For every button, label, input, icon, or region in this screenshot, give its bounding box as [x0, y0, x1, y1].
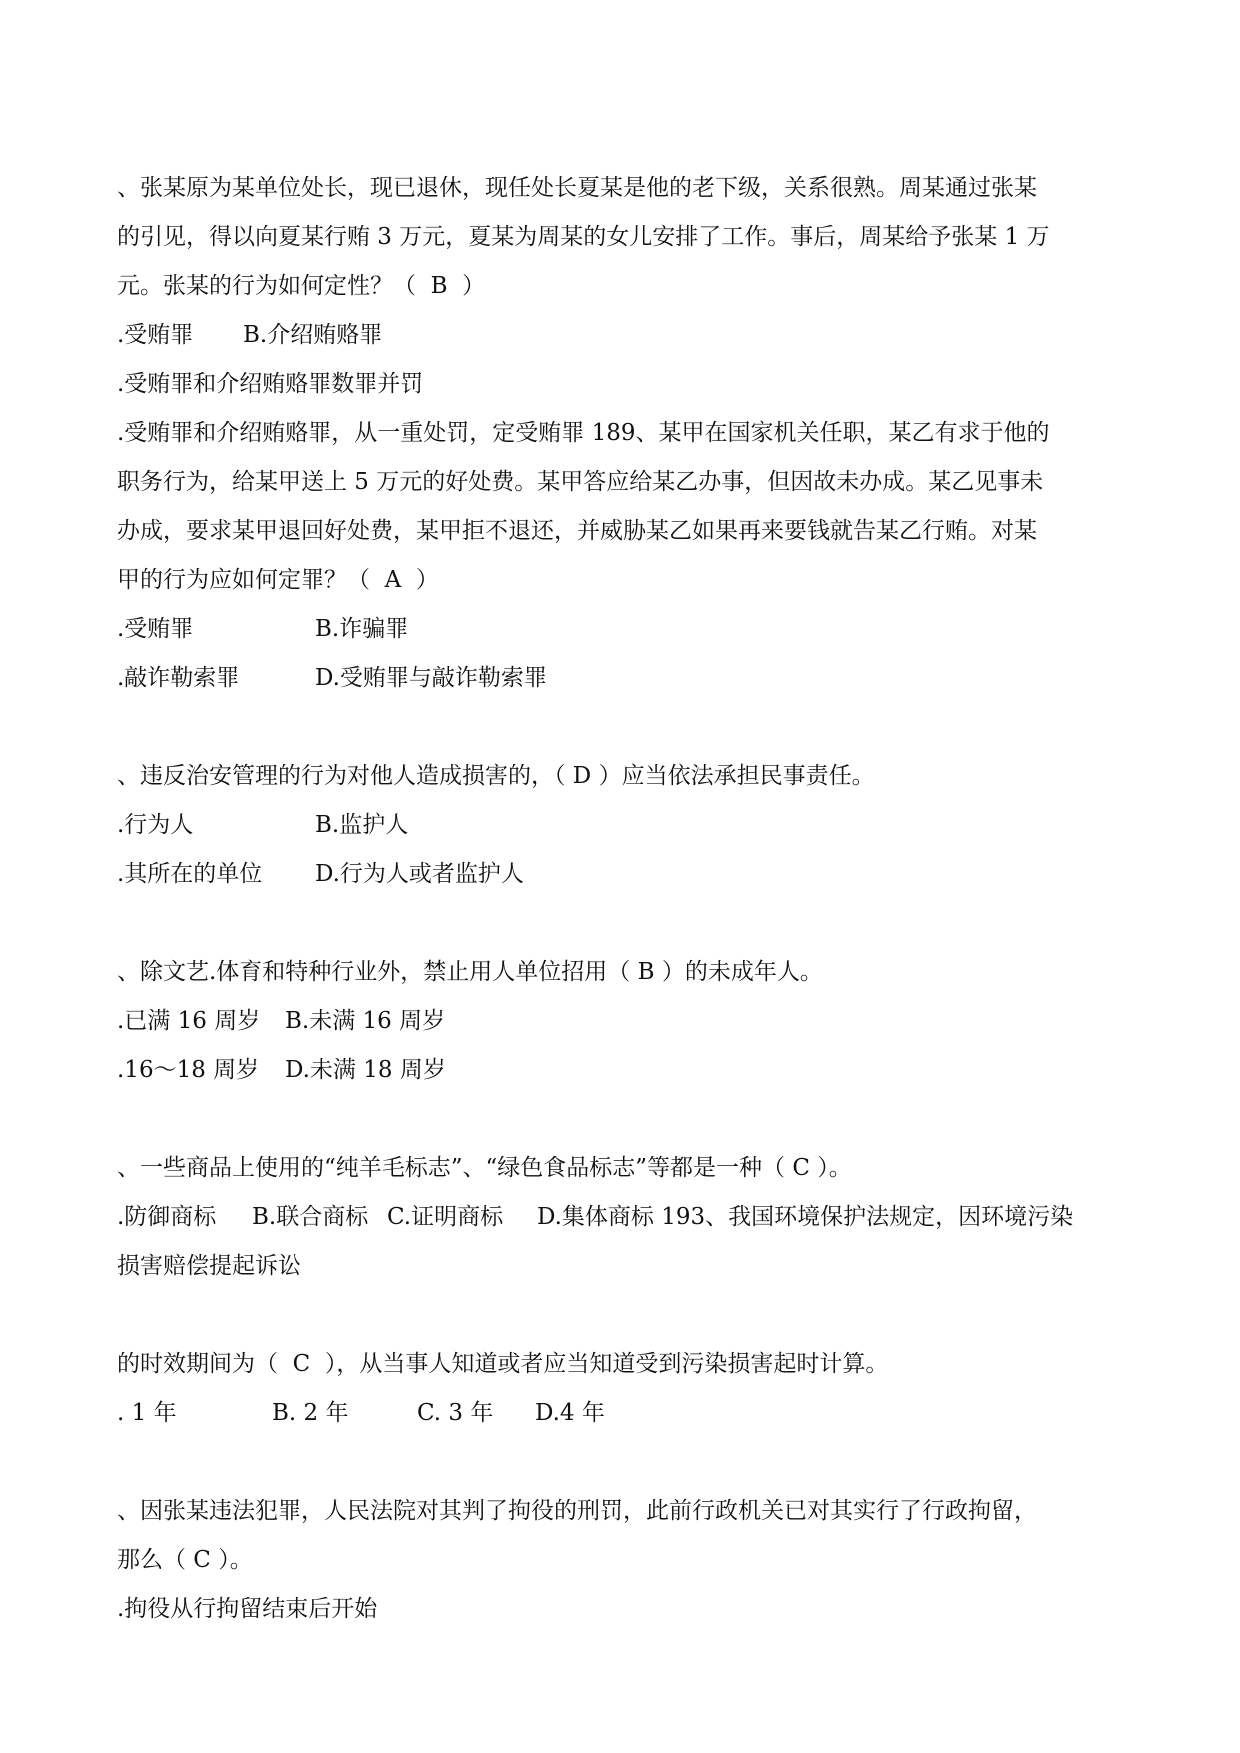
- spacer: [117, 1095, 1127, 1144]
- spacer: [117, 899, 1127, 948]
- spacer: [117, 703, 1127, 752]
- question-6-option-d: D.4 年: [535, 1400, 605, 1426]
- question-5-option-a: .防御商标: [117, 1204, 217, 1230]
- question-2-stem-line-1: 职务行为，给某甲送上 5 万元的好处费。某甲答应给某乙办事，但因故未办成。某乙见事未: [117, 469, 1044, 495]
- question-3-option-c: .其所在的单位: [117, 861, 263, 887]
- question-6-stem: 的时效期间为（ C ），从当事人知道或者应当知道受到污染损害起时计算。: [117, 1351, 889, 1377]
- question-3-stem: 、违反治安管理的行为对他人造成损害的，（ D ）应当依法承担民事责任。: [117, 763, 875, 789]
- spacer: [117, 1438, 1127, 1487]
- question-6-option-c: C. 3 年: [417, 1400, 494, 1426]
- question-4-option-a: .已满 16 周岁: [117, 1008, 261, 1034]
- question-1: [117, 164, 1127, 458]
- spacer: [117, 1291, 1127, 1340]
- question-2-stem-line-2: 办成，要求某甲退回好处费，某甲拒不退还，并威胁某乙如果再来要钱就告某乙行贿。对某: [117, 518, 1037, 544]
- question-3: [117, 752, 1127, 899]
- question-2-option-c: .敲诈勒索罪: [117, 665, 240, 691]
- question-2-options-ab: [117, 605, 1127, 654]
- question-1-stem-line-2: 的引见，得以向夏某行贿 3 万元，夏某为周某的女儿安排了工作。事后，周某给予张某 1 万: [117, 224, 1050, 250]
- question-7-option-a: .拘役从行拘留结束后开始: [117, 1596, 378, 1622]
- question-4-options-cd: [117, 1046, 1127, 1095]
- question-5: [117, 1144, 1127, 1291]
- question-4-option-d: D.未满 18 周岁: [285, 1057, 446, 1083]
- question-1-stem-line-1: 、张某原为某单位处长，现已退休，现任处长夏某是他的老下级，关系很熟。周某通过张某: [117, 175, 1037, 201]
- question-4-stem: 、除文艺.体育和特种行业外，禁止用人单位招用（ B ）的未成年人。: [117, 959, 823, 985]
- question-7: [117, 1487, 1127, 1634]
- question-2: [117, 458, 1127, 703]
- question-6-option-a: . 1 年: [117, 1400, 177, 1426]
- question-5-wrap: 损害赔偿提起诉讼: [117, 1253, 301, 1279]
- question-4-options-ab: [117, 997, 1127, 1046]
- question-2-option-a: .受贿罪: [117, 616, 194, 642]
- question-1-stem-line-3: 元。张某的行为如何定性？（ B ）: [117, 273, 486, 299]
- question-3-option-b: B.监护人: [315, 812, 409, 838]
- question-2-options-cd: [117, 654, 1127, 703]
- question-4-option-c: .16～18 周岁: [117, 1057, 260, 1083]
- question-3-options-ab: [117, 801, 1127, 850]
- question-6: [117, 1340, 1127, 1438]
- question-1-option-d: .受贿罪和介绍贿赂罪，从一重处罚，定受贿罪 189、某甲在国家机关任职，某乙有求于他的: [117, 420, 1050, 446]
- question-1-option-a: .受贿罪: [117, 322, 194, 348]
- question-2-option-b: B.诈骗罪: [315, 616, 409, 642]
- question-2-stem-line-3: 甲的行为应如何定罪？（ A ）: [117, 567, 439, 593]
- question-5-option-b: B.联合商标: [252, 1204, 369, 1230]
- question-1-option-b: B.介绍贿赂罪: [243, 322, 383, 348]
- question-4: [117, 948, 1127, 1095]
- question-3-option-d: D.行为人或者监护人: [315, 861, 524, 887]
- question-2-option-d: D.受贿罪与敲诈勒索罪: [315, 665, 547, 691]
- question-5-option-c: C.证明商标: [387, 1204, 504, 1230]
- question-4-option-b: B.未满 16 周岁: [285, 1008, 446, 1034]
- question-6-option-b: B. 2 年: [272, 1400, 349, 1426]
- question-5-option-d: D.集体商标 193、我国环境保护法规定，因环境污染: [537, 1204, 1074, 1230]
- question-5-options: [117, 1193, 1127, 1242]
- question-3-option-a: .行为人: [117, 812, 194, 838]
- question-7-stem-line-2: 那么（ C ）。: [117, 1547, 253, 1573]
- question-5-stem: 、一些商品上使用的“纯羊毛标志”、“绿色食品标志”等都是一种（ C ）。: [117, 1155, 852, 1181]
- question-1-option-c: .受贿罪和介绍贿赂罪数罪并罚: [117, 371, 424, 397]
- question-3-options-cd: [117, 850, 1127, 899]
- question-6-options: [117, 1389, 1127, 1438]
- question-1-options-ab: [117, 311, 1127, 360]
- document-body: [117, 164, 1127, 1634]
- question-7-stem-line-1: 、因张某违法犯罪，人民法院对其判了拘役的刑罚，此前行政机关已对其实行了行政拘留，: [117, 1498, 1037, 1524]
